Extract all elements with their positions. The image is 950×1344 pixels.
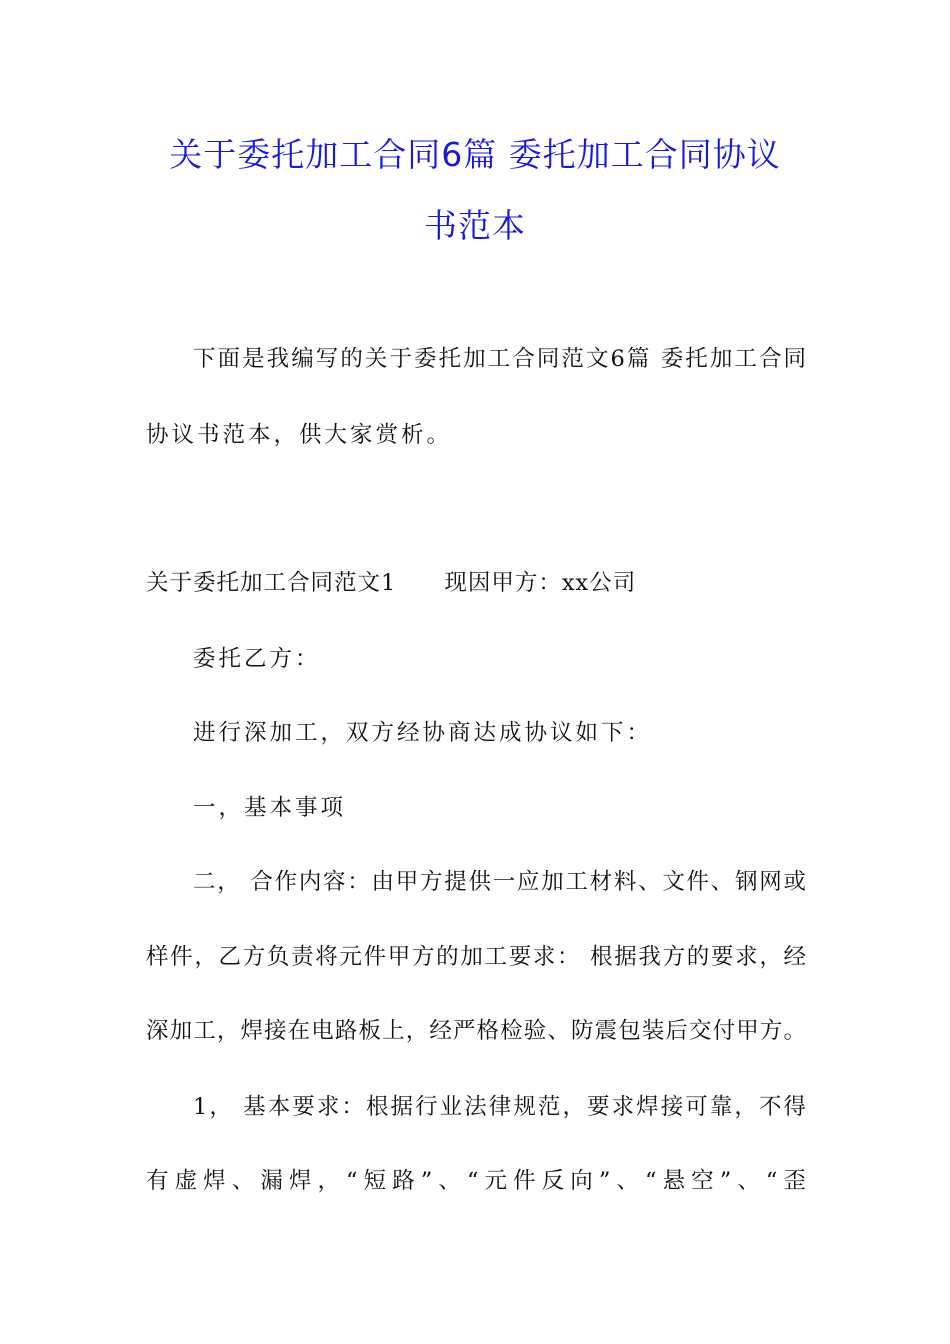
party-b-text: 委托乙方：	[193, 646, 321, 672]
item-two-line-3: 深加工，焊接在电路板上，经严格检验、防震包装后交付甲方。	[146, 1018, 806, 1044]
intro-paragraph-line-2: 协议书范本，供大家赏析。	[146, 422, 453, 448]
document-title-line-2: 书范本	[424, 206, 526, 245]
agreement-text: 进行深加工，双方经协商达成协议如下：	[193, 720, 653, 746]
requirement-line-1: 1， 基本要求：根据行业法律规范，要求焊接可靠，不得	[193, 1094, 806, 1120]
intro-paragraph-line-1: 下面是我编写的关于委托加工合同范文6篇 委托加工合同	[193, 346, 806, 372]
requirement-line-2: 有虚焊、漏焊，“短路”、“元件反向”、“悬空”、“歪	[146, 1168, 806, 1194]
party-a-text: 现因甲方：xx公司	[444, 570, 637, 596]
item-two-line-2: 样件，乙方负责将元件甲方的加工要求： 根据我方的要求，经	[146, 944, 806, 970]
section-heading-row	[146, 568, 806, 598]
document-title-line-1: 关于委托加工合同6篇 委托加工合同协议	[169, 135, 781, 174]
section-heading: 关于委托加工合同范文1	[146, 570, 397, 596]
item-two-line-1: 二， 合作内容：由甲方提供一应加工材料、文件、钢网或	[193, 869, 806, 895]
item-one-heading: 一，基本事项	[193, 795, 347, 821]
